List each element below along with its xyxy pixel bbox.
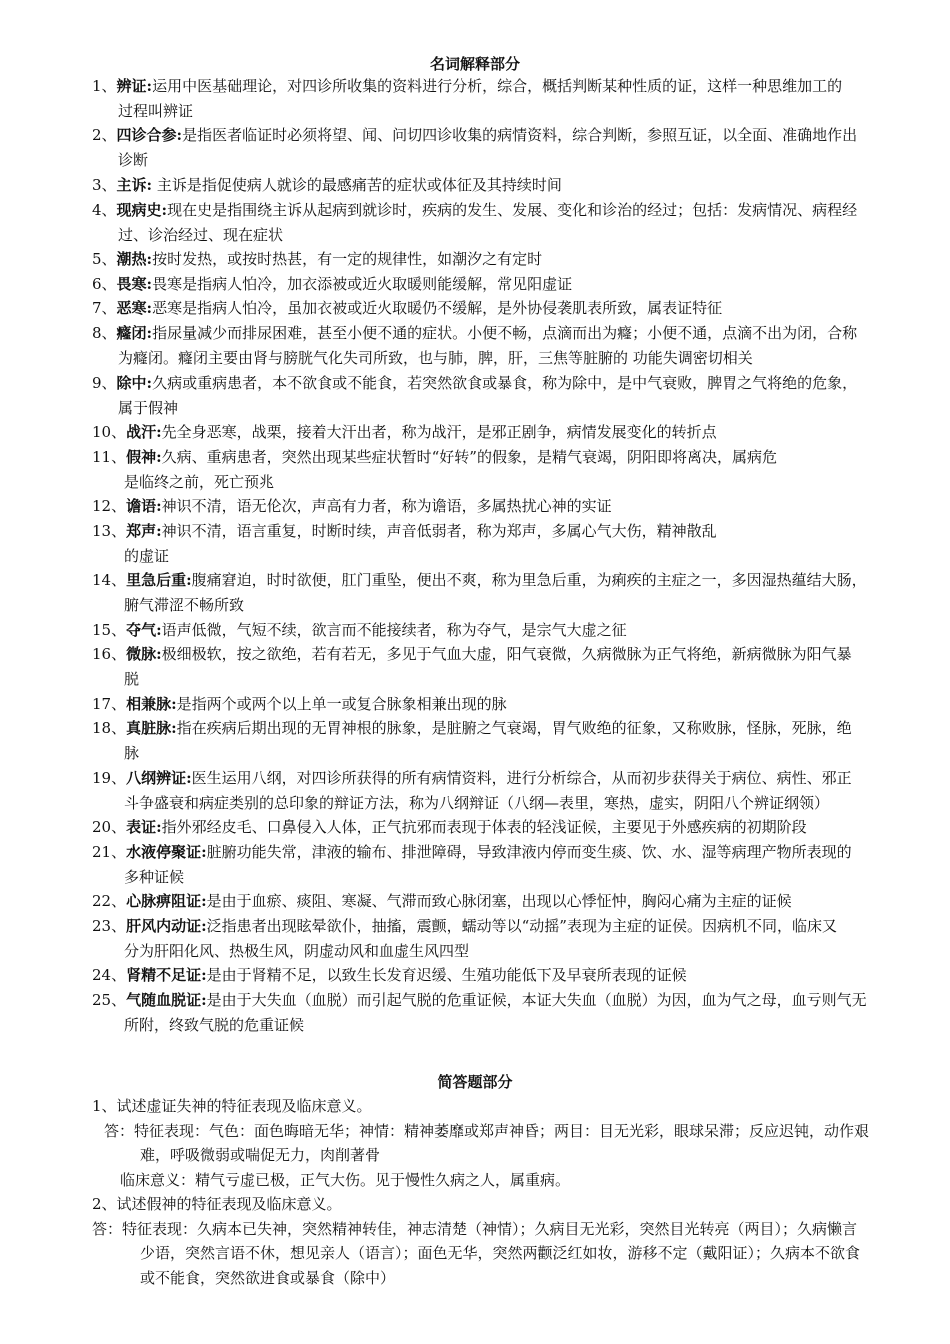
term-number: 15、: [92, 621, 127, 639]
term-entry: [92, 173, 910, 198]
term-number: 8、: [92, 324, 117, 342]
term-definition-cont: 腑气滞涩不畅所致: [124, 595, 245, 614]
term-definition-cont: 斗争盛衰和病症类别的总印象的辩证方法，称为八纲辩证（八纲—表里，寒热，虚实，阴阳八个辨证纲领）: [124, 793, 830, 812]
term-definition: 先全身恶寒，战栗，接着大汗出者，称为战汗，是邪正剧争，病情发展变化的转折点: [161, 423, 717, 441]
term-number: 5、: [92, 250, 117, 268]
term-definition: 运用中医基础理论，对四诊所收集的资料进行分析，综合，概括判断某种性质的证，这样一种思维加工的: [152, 77, 843, 95]
term-entry: [92, 321, 910, 370]
term-number: 2、: [92, 126, 117, 144]
term-name: 战汗:: [126, 423, 162, 441]
term-name: 畏寒:: [116, 275, 153, 293]
term-entry: [92, 519, 910, 568]
term-definition: 腹痛窘迫，时时欲便，肛门重坠，便出不爽，称为里急后重，为痢疾的主症之一，多因湿热蕴结大肠，: [191, 571, 867, 589]
term-name: 相兼脉:: [126, 695, 177, 713]
section-title-definitions: 名词解释部分: [429, 55, 520, 73]
term-number: 17、: [92, 695, 127, 713]
term-definition-cont: 所附，终致气脱的危重证候: [124, 1015, 305, 1034]
term-definition-cont: 为癃闭。癃闭主要由肾与膀胱气化失司所致，也与肺，脾，肝，三焦等脏腑的 功能失调密切相关: [118, 348, 753, 367]
term-entry: [92, 716, 910, 765]
term-entry: [92, 371, 910, 420]
term-name: 八纲辨证:: [126, 769, 192, 787]
term-number: 11、: [92, 448, 127, 466]
term-entry: [92, 74, 910, 123]
term-entry: [92, 963, 910, 988]
term-definition: 指外邪经皮毛、口鼻侵入人体，正气抗邪而表现于体表的轻浅证候，主要见于外感疾病的初期阶段: [161, 818, 807, 836]
term-definition-cont: 过程叫辨证: [118, 101, 194, 120]
question-block: [92, 1094, 910, 1192]
term-name: 假神:: [126, 448, 162, 466]
term-number: 14、: [92, 571, 127, 589]
term-entry: [92, 296, 910, 321]
answer-text-cont: 少语，突然言语不休，想见亲人（语言）；面色无华，突然两颧泛红如妆，游移不定（戴阳证）；久病本不欲食: [140, 1244, 861, 1263]
term-name: 夺气:: [126, 621, 162, 639]
term-entry: [92, 914, 910, 963]
term-number: 12、: [92, 497, 127, 515]
question-text: 1、试述虚证失神的特征表现及临床意义。: [92, 1097, 372, 1115]
term-number: 4、: [92, 201, 117, 219]
term-name: 谵语:: [126, 497, 162, 515]
term-number: 9、: [92, 374, 117, 392]
term-name: 肝风内动证:: [126, 917, 207, 935]
term-name: 癃闭:: [116, 324, 153, 342]
term-definition: 主诉是指促使病人就诊的最感痛苦的症状或体征及其持续时间: [156, 176, 562, 194]
term-number: 13、: [92, 522, 127, 540]
question-block: [92, 1192, 910, 1290]
term-entry: [92, 272, 910, 297]
term-definition: 是指两个或两个以上单一或复合脉象相兼出现的脉: [176, 695, 507, 713]
term-definition: 是由于血瘀、痰阻、寒凝、气滞而致心脉闭塞，出现以心悸怔忡，胸闷心痛为主症的证候: [206, 892, 792, 910]
term-name: 心脉痹阻证:: [126, 892, 207, 910]
term-name: 肾精不足证:: [126, 966, 207, 984]
question-text: 2、试述假神的特征表现及临床意义。: [92, 1195, 342, 1213]
term-definition: 恶寒是指病人怕冷，虽加衣被或近火取暖仍不缓解，是外协侵袭肌表所致，属表证特征: [152, 299, 723, 317]
term-entry: [92, 123, 910, 172]
term-definition-cont: 属于假神: [118, 398, 179, 417]
term-name: 郑声:: [126, 522, 162, 540]
term-number: 21、: [92, 843, 127, 861]
term-definition: 医生运用八纲，对四诊所获得的所有病情资料，进行分析综合，从而初步获得关于病位、病性、邪正: [191, 769, 852, 787]
term-number: 18、: [92, 719, 127, 737]
term-entry: [92, 642, 910, 691]
term-entry: [92, 247, 910, 272]
term-number: 19、: [92, 769, 127, 787]
term-definition: 语声低微，气短不续，欲言而不能接续者，称为夺气，是宗气大虚之征: [161, 621, 627, 639]
term-definition: 是由于大失血（血脱）而引起气脱的危重证候，本证大失血（血脱）为因，血为气之母，血亏则气无: [206, 991, 867, 1009]
term-entry: [92, 692, 910, 717]
term-name: 恶寒:: [116, 299, 153, 317]
answer-text-cont: 或不能食，突然欲进食或暴食（除中）: [140, 1268, 396, 1287]
term-definition: 是由于肾精不足，以致生长发育迟缓、生殖功能低下及早衰所表现的证候: [206, 966, 687, 984]
term-name: 水液停聚证:: [126, 843, 207, 861]
term-definition-cont: 脱: [124, 669, 140, 688]
term-number: 25、: [92, 991, 127, 1009]
term-number: 16、: [92, 645, 127, 663]
term-entry: [92, 420, 910, 445]
term-definition: 指尿量减少而排尿困难，甚至小便不通的症状。小便不畅，点滴而出为癃；小便不通，点滴不出为闭，合称: [152, 324, 858, 342]
term-definition: 泛指患者出现眩晕欲仆，抽搐，震颤，蠕动等以“动摇”表现为主症的证侯。因病机不同，临床又: [206, 917, 837, 935]
term-definition-cont: 的虚证: [124, 546, 170, 565]
term-entry: [92, 618, 910, 643]
term-name: 现病史:: [116, 201, 168, 219]
term-name: 主诉:: [116, 176, 153, 194]
term-definition-cont: 分为肝阳化风、热极生风，阴虚动风和血虚生风四型: [124, 941, 470, 960]
term-number: 1、: [92, 77, 117, 95]
term-entry: [92, 198, 910, 247]
term-number: 24、: [92, 966, 127, 984]
term-definition: 神识不清，语言重复，时断时续，声音低弱者，称为郑声，多属心气大伤，精神散乱: [161, 522, 717, 540]
term-entry: [92, 815, 910, 840]
term-name: 微脉:: [126, 645, 162, 663]
term-definition: 久病或重病患者，本不欲食或不能食，若突然欲食或暴食，称为除中，是中气衰败，脾胃之气将绝的危象，: [152, 374, 858, 392]
section-title-short-answer: 简答题部分: [437, 1073, 513, 1091]
term-entry: [92, 889, 910, 914]
term-entry: [92, 568, 910, 617]
term-definition: 极细极软，按之欲绝，若有若无，多见于气血大虚，阳气衰微，久病微脉为正气将绝，新病微脉为阳气暴: [161, 645, 852, 663]
term-definition: 久病、重病患者，突然出现某些症状暂时“好转”的假象，是精气衰竭，阴阳即将离决，属病危: [161, 448, 777, 466]
term-entry: [92, 988, 910, 1037]
answer-text-cont: 难，呼吸微弱或喘促无力，肉削著骨: [140, 1146, 381, 1165]
term-name: 里急后重:: [126, 571, 192, 589]
answer-text: 答：特征表现：久病本已失神，突然精神转佳，神志清楚（神情）；久病目无光彩，突然目光转亮（两目）；久病懒言: [92, 1219, 858, 1238]
term-entry: [92, 766, 910, 815]
term-number: 22、: [92, 892, 127, 910]
answer-text: 答：特征表现：气色：面色晦暗无华；神情：精神萎靡或郑声神昏；两目：目无光彩，眼球呆滞；反应迟钝，动作艰: [104, 1121, 870, 1140]
term-number: 7、: [92, 299, 117, 317]
term-number: 10、: [92, 423, 127, 441]
term-name: 潮热:: [116, 250, 153, 268]
term-number: 23、: [92, 917, 127, 935]
term-definition: 按时发热，或按时热甚，有一定的规律性，如潮汐之有定时: [152, 250, 543, 268]
term-name: 四诊合参:: [116, 126, 183, 144]
term-name: 气随血脱证:: [126, 991, 207, 1009]
term-entry: [92, 494, 910, 519]
term-definition-cont: 多种证候: [124, 867, 185, 886]
term-name: 真脏脉:: [126, 719, 177, 737]
term-definition: 指在疾病后期出现的无胃神根的脉象，是脏腑之气衰竭，胃气败绝的征象，又称败脉，怪脉，死脉，绝: [176, 719, 852, 737]
term-definition: 脏腑功能失常，津液的输布、排泄障碍，导致津液内停而变生痰、饮、水、湿等病理产物所表现的: [206, 843, 852, 861]
term-number: 3、: [92, 176, 117, 194]
term-definition: 现在史是指围绕主诉从起病到就诊时，疾病的发生、发展、变化和诊治的经过；包括：发病情况、病程经: [167, 201, 858, 219]
term-number: 20、: [92, 818, 127, 836]
term-entry: [92, 445, 910, 494]
term-definition: 是指医者临证时必须将望、闻、问切四诊收集的病情资料，综合判断，参照互证，以全面、准确地作出: [182, 126, 858, 144]
term-definition: 神识不清，语无伦次，声高有力者，称为谵语，多属热扰心神的实证: [161, 497, 612, 515]
term-name: 除中:: [116, 374, 153, 392]
term-definition-cont: 是临终之前，死亡预兆: [124, 472, 275, 491]
term-definition-cont: 脉: [124, 743, 140, 762]
term-name: 表证:: [126, 818, 162, 836]
term-definition-cont: 诊断: [118, 150, 149, 169]
term-name: 辨证:: [116, 77, 153, 95]
term-definition: 畏寒是指病人怕冷，加衣添被或近火取暖则能缓解，常见阳虚证: [152, 275, 573, 293]
clinical-significance: 临床意义：精气亏虚已极，正气大伤。见于慢性久病之人，属重病。: [120, 1170, 571, 1189]
term-entry: [92, 840, 910, 889]
term-definition-cont: 过、诊治经过、现在症状: [118, 225, 284, 244]
term-number: 6、: [92, 275, 117, 293]
